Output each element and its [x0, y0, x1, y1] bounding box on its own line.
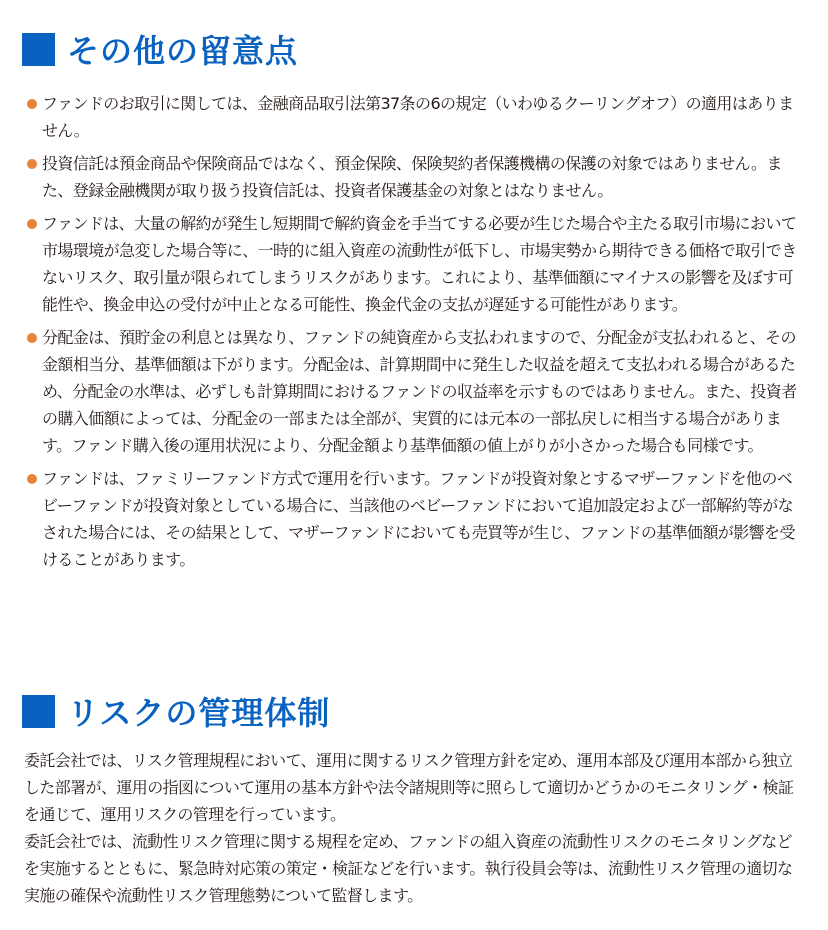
list-item	[26, 465, 806, 573]
bullet-dot-icon	[27, 333, 37, 343]
section-heading-other-notes	[22, 26, 298, 72]
list-item	[26, 324, 806, 459]
list-item-text: ファンドのお取引に関しては、金融商品取引法第37条の6の規定（いわゆるクーリングオフ）の適用はありません。	[42, 94, 794, 140]
list-item	[26, 150, 806, 204]
list-item-text: 投資信託は預金商品や保険商品ではなく、預金保険、保険契約者保護機構の保護の対象ではありません。また、登録金融機関が取り扱う投資信託は、投資者保護基金の対象とはなりません。	[42, 154, 782, 200]
section-heading-risk-management	[22, 688, 330, 734]
risk-management-body	[24, 747, 806, 909]
list-item	[26, 90, 806, 144]
bullet-dot-icon	[27, 99, 37, 109]
notes-list	[26, 90, 806, 579]
paragraph: 委託会社では、リスク管理規程において、運用に関するリスク管理方針を定め、運用本部及び運用本部から独立した部署が、運用の指図について運用の基本方針や法令諸規則等に照らして適切かどうかのモニタリング・検証を通じて、運用リスクの管理を行っています。	[24, 751, 794, 824]
paragraph: 委託会社では、流動性リスク管理に関する規程を定め、ファンドの組入資産の流動性リスクのモニタリングなどを実施するとともに、緊急時対応策の策定・検証などを行います。執行役員会等は、流動性リスク管理の適切な実施の確保や流動性リスク管理態勢について監督します。	[24, 832, 793, 905]
section-title: リスクの管理体制	[67, 694, 331, 732]
heading-square-icon	[22, 695, 55, 728]
list-item-text: ファンドは、ファミリーファンド方式で運用を行います。ファンドが投資対象とするマザーファンドを他のベビーファンドが投資対象としている場合に、当該他のベビーファンドにおいて追加設定および一部解約等がなされた場合には、その結果として、マザーファンドにおいても売買等が生じ、ファンドの基準価額が影響を受けることがあります。	[42, 469, 795, 569]
bullet-dot-icon	[27, 219, 37, 229]
list-item-text: 分配金は、預貯金の利息とは異なり、ファンドの純資産から支払われますので、分配金が支払われると、その金額相当分、基準価額は下がります。分配金は、計算期間中に発生した収益を超えて支払われる場合があるため、分配金の水準は、必ずしも計算期間におけるファンドの収益率を示すものではありません。また、投資者の購入価額によっては、分配金の一部または全部が、実質的には元本の一部払戻しに相当する場合があります。ファンド購入後の運用状況により、分配金額より基準価額の値上がりが小さかった場合も同様です。	[42, 328, 797, 455]
heading-square-icon	[22, 33, 55, 66]
section-title: その他の留意点	[67, 32, 299, 70]
bullet-dot-icon	[27, 474, 37, 484]
list-item-text: ファンドは、大量の解約が発生し短期間で解約資金を手当てする必要が生じた場合や主たる取引市場において市場環境が急変した場合等に、一時的に組入資産の流動性が低下し、市場実勢から期待できる価格で取引できないリスク、取引量が限られてしまうリスクがあります。これにより、基準価額にマイナスの影響を及ぼす可能性や、換金申込の受付が中止となる可能性、換金代金の支払が遅延する可能性があります。	[42, 214, 797, 314]
bullet-dot-icon	[27, 159, 37, 169]
list-item	[26, 210, 806, 318]
